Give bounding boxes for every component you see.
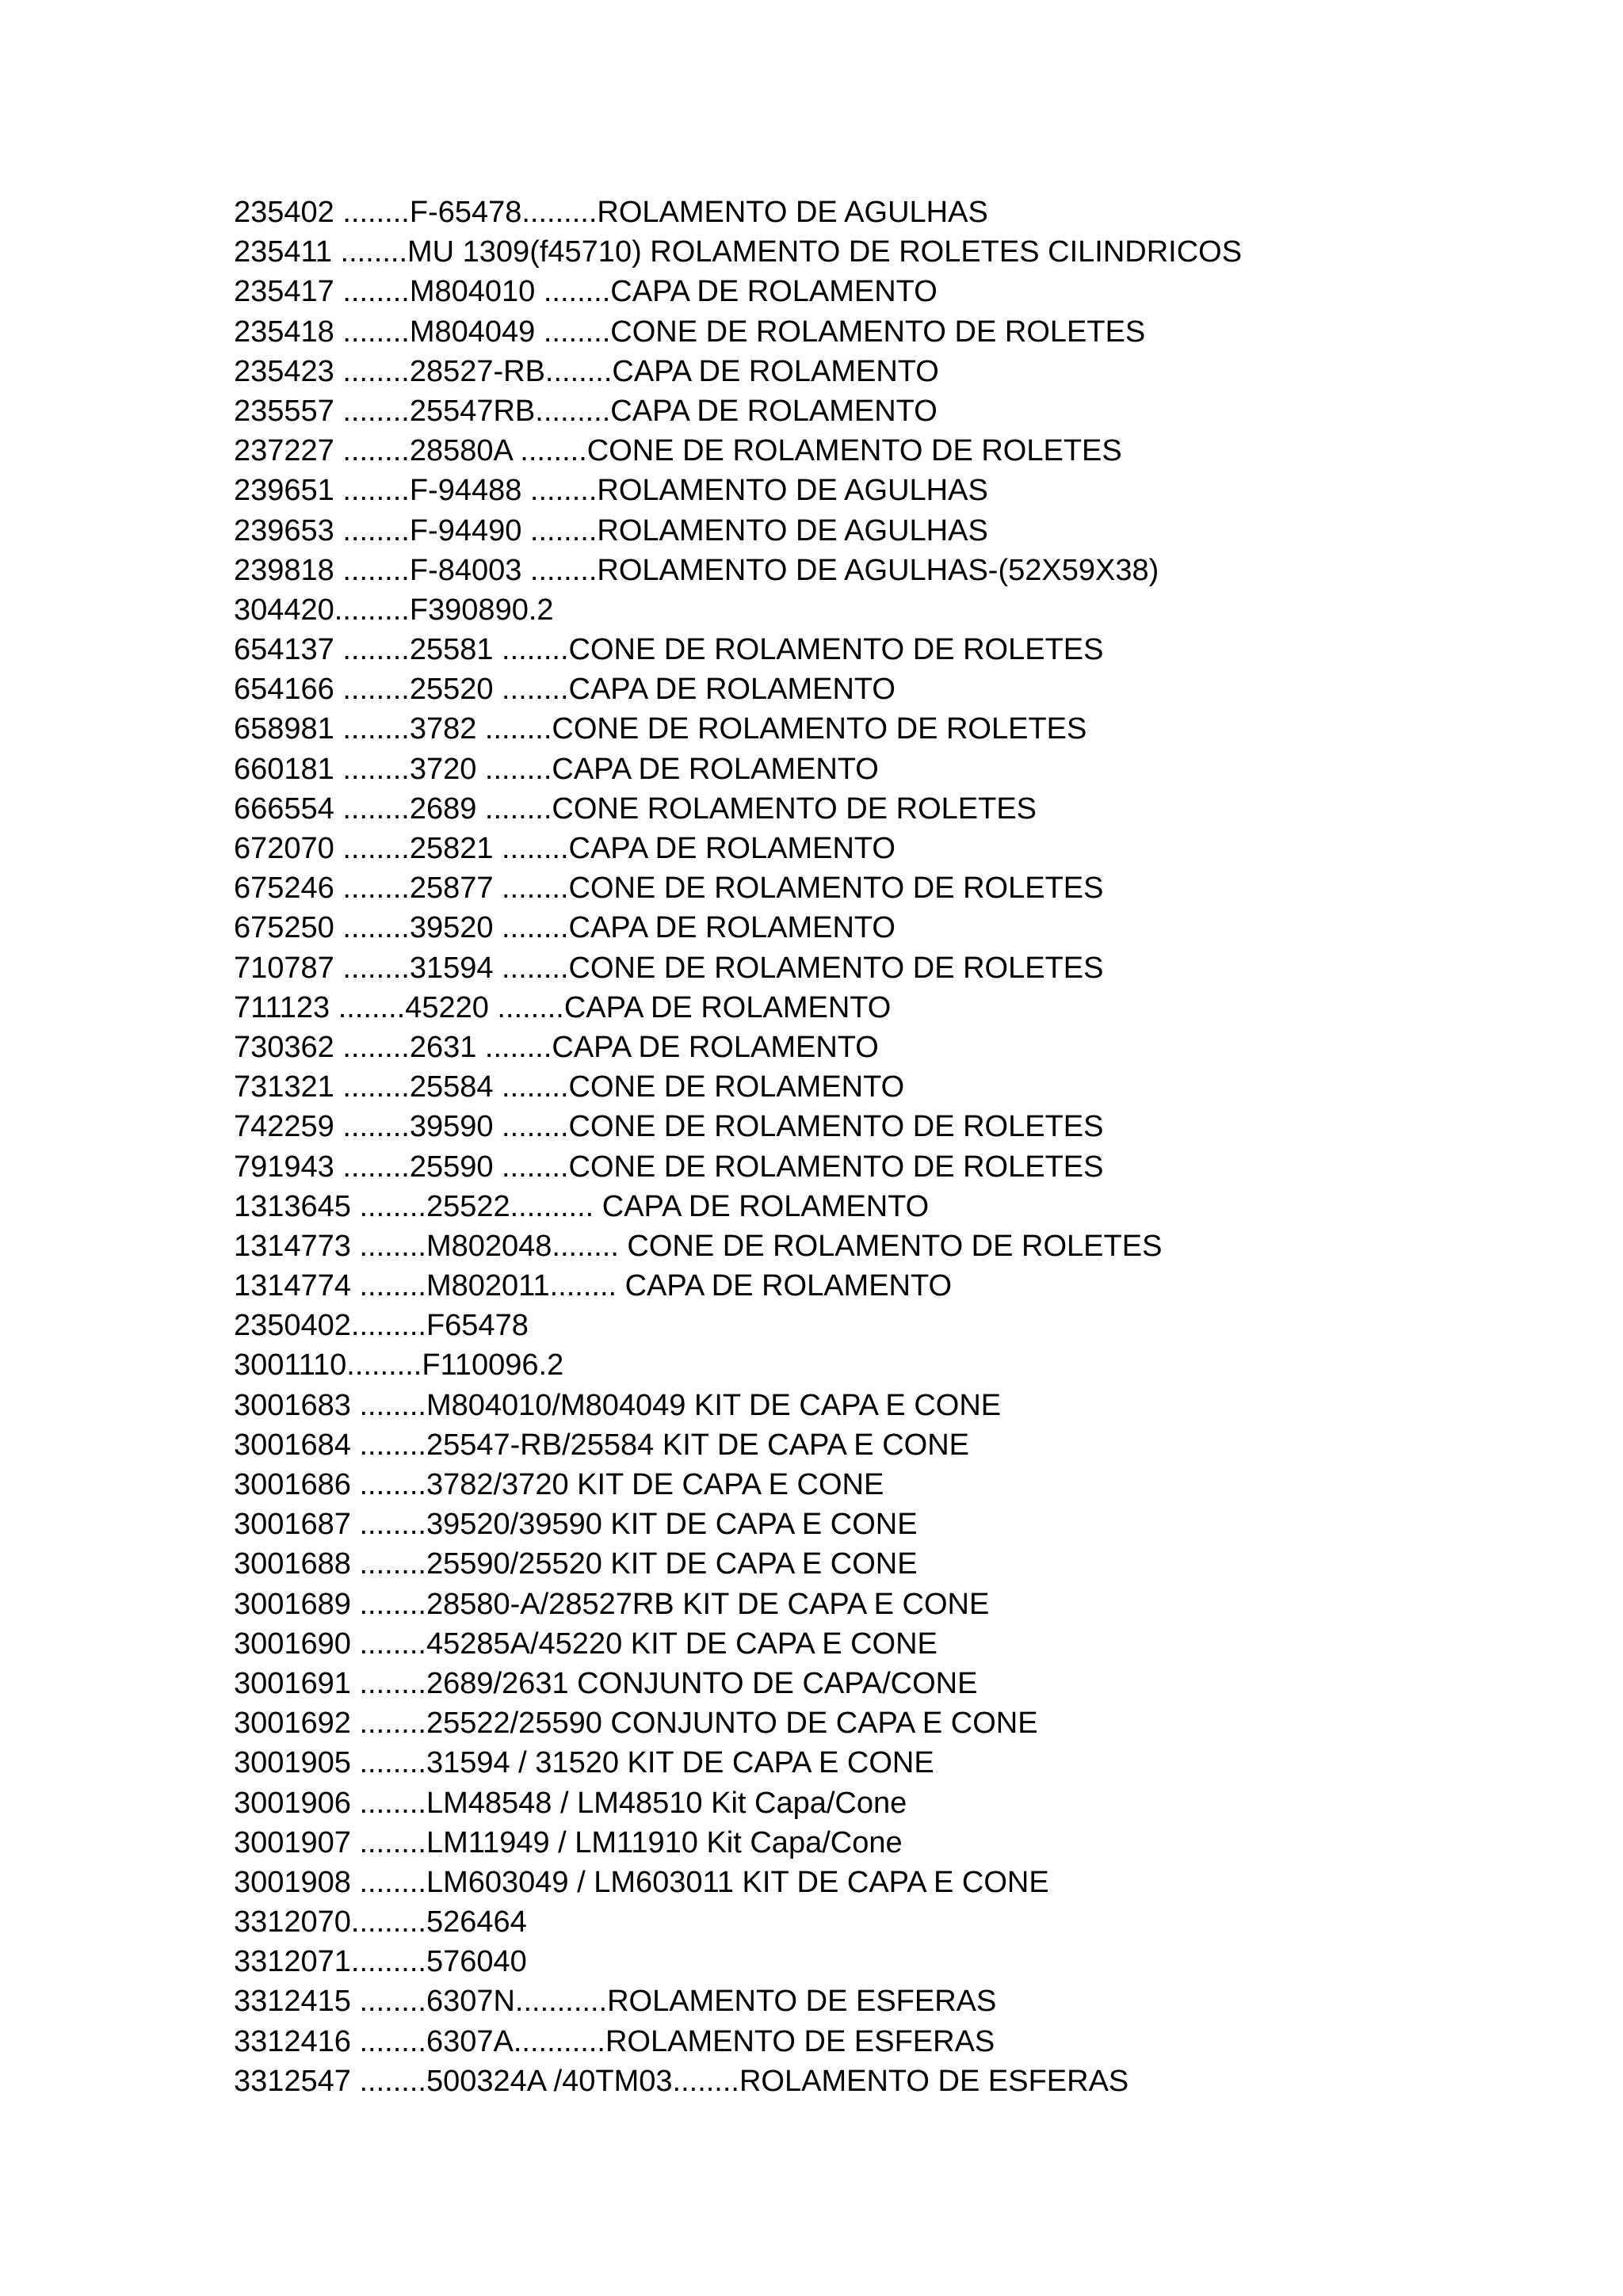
list-item: 1313645 ........25522.......... CAPA DE ROLAMENTO	[234, 1189, 930, 1223]
list-item: 3001905 ........31594 / 31520 KIT DE CAPA E CONE	[234, 1746, 934, 1780]
parts-list	[234, 193, 1242, 2101]
list-item: 2350402.........F65478	[234, 1309, 529, 1343]
list-item: 3312416 ........6307A...........ROLAMENTO DE ESFERAS	[234, 2024, 995, 2058]
list-item: 711123 ........45220 ........CAPA DE ROLAMENTO	[234, 990, 892, 1024]
list-item: 675250 ........39520 ........CAPA DE ROLAMENTO	[234, 911, 896, 945]
list-item: 3001684 ........25547-RB/25584 KIT DE CAPA E CONE	[234, 1428, 969, 1462]
list-item: 3001687 ........39520/39590 KIT DE CAPA E CONE	[234, 1508, 918, 1542]
list-item: 1314774 ........M802011........ CAPA DE ROLAMENTO	[234, 1269, 953, 1303]
list-item: 742259 ........39590 ........CONE DE ROLAMENTO DE ROLETES	[234, 1110, 1104, 1144]
list-item: 3001689 ........28580-A/28527RB KIT DE CAPA E CONE	[234, 1587, 990, 1621]
list-item: 3001906 ........LM48548 / LM48510 Kit Capa/Cone	[234, 1786, 907, 1820]
list-item: 3001690 ........45285A/45220 KIT DE CAPA E CONE	[234, 1627, 938, 1661]
list-item: 791943 ........25590 ........CONE DE ROLAMENTO DE ROLETES	[234, 1150, 1104, 1184]
list-item: 235423 ........28527-RB........CAPA DE ROLAMENTO	[234, 354, 939, 388]
list-item: 654166 ........25520 ........CAPA DE ROLAMENTO	[234, 673, 896, 707]
list-item: 658981 ........3782 ........CONE DE ROLAMENTO DE ROLETES	[234, 712, 1087, 746]
list-item: 3312415 ........6307N...........ROLAMENTO DE ESFERAS	[234, 1985, 997, 2019]
list-item: 3312547 ........500324A /40TM03........ROLAMENTO DE ESFERAS	[234, 2064, 1129, 2098]
list-item: 237227 ........28580A ........CONE DE ROLAMENTO DE ROLETES	[234, 434, 1122, 468]
list-item: 3001907 ........LM11949 / LM11910 Kit Capa/Cone	[234, 1825, 903, 1859]
list-item: 3312070.........526464	[234, 1905, 527, 1939]
list-item: 660181 ........3720 ........CAPA DE ROLAMENTO	[234, 752, 879, 786]
list-item: 3001691 ........2689/2631 CONJUNTO DE CAPA/CONE	[234, 1666, 978, 1700]
list-item: 235402 ........F-65478.........ROLAMENTO DE AGULHAS	[234, 196, 988, 229]
list-item: 3001110.........F110096.2	[234, 1348, 564, 1383]
list-item: 235557 ........25547RB.........CAPA DE ROLAMENTO	[234, 394, 938, 428]
list-item: 3001908 ........LM603049 / LM603011 KIT DE CAPA E CONE	[234, 1865, 1049, 1899]
list-item: 235417 ........M804010 ........CAPA DE ROLAMENTO	[234, 275, 938, 309]
list-item: 3001686 ........3782/3720 KIT DE CAPA E CONE	[234, 1468, 884, 1501]
list-item: 675246 ........25877 ........CONE DE ROLAMENTO DE ROLETES	[234, 871, 1104, 906]
list-item: 731321 ........25584 ........CONE DE ROLAMENTO	[234, 1070, 905, 1104]
list-item: 304420.........F390890.2	[234, 593, 554, 627]
list-item: 239818 ........F-84003 ........ROLAMENTO DE AGULHAS-(52X59X38)	[234, 553, 1159, 587]
list-item: 654137 ........25581 ........CONE DE ROLAMENTO DE ROLETES	[234, 633, 1104, 667]
list-item: 3312071.........576040	[234, 1945, 527, 1979]
list-item: 3001683 ........M804010/M804049 KIT DE CAPA E CONE	[234, 1388, 1002, 1422]
list-item: 672070 ........25821 ........CAPA DE ROLAMENTO	[234, 832, 896, 865]
list-item: 710787 ........31594 ........CONE DE ROLAMENTO DE ROLETES	[234, 951, 1104, 985]
list-item: 666554 ........2689 ........CONE ROLAMENTO DE ROLETES	[234, 791, 1037, 826]
list-item: 1314773 ........M802048........ CONE DE ROLAMENTO DE ROLETES	[234, 1229, 1163, 1263]
list-item: 3001692 ........25522/25590 CONJUNTO DE CAPA E CONE	[234, 1707, 1038, 1741]
list-item: 239653 ........F-94490 ........ROLAMENTO DE AGULHAS	[234, 513, 988, 547]
list-item: 3001688 ........25590/25520 KIT DE CAPA E CONE	[234, 1547, 918, 1581]
list-item: 235418 ........M804049 ........CONE DE ROLAMENTO DE ROLETES	[234, 315, 1146, 349]
list-item: 730362 ........2631 ........CAPA DE ROLAMENTO	[234, 1030, 879, 1064]
list-item: 235411 ........MU 1309(f45710) ROLAMENTO DE ROLETES CILINDRICOS	[234, 235, 1243, 269]
list-item: 239651 ........F-94488 ........ROLAMENTO DE AGULHAS	[234, 474, 988, 508]
